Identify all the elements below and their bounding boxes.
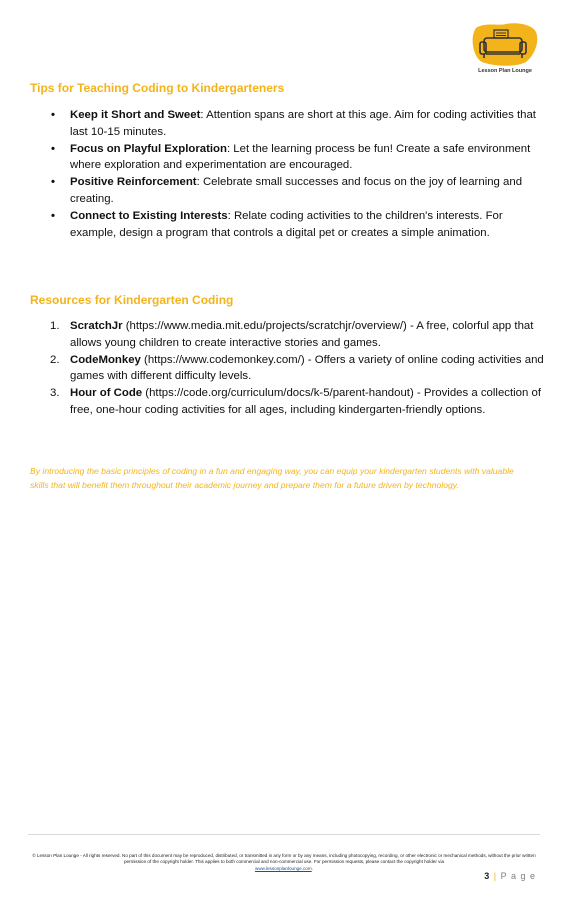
tips-list <box>50 107 545 241</box>
sofa-logo-icon <box>470 22 540 68</box>
bullet-icon: • <box>51 142 55 155</box>
page-label: P a g e <box>500 871 536 881</box>
item-number: 2. <box>50 353 60 366</box>
bullet-icon: • <box>51 109 55 121</box>
page-number-value: 3 <box>484 871 491 881</box>
tip-text: : Celebrate small successes and focus on the joy of learning and creating. <box>70 176 523 205</box>
website-link[interactable]: www.lessonplanlounge.com <box>255 865 312 871</box>
tip-title: Connect to Existing Interests <box>70 209 228 222</box>
resource-text: (https://code.org/curriculum/docs/k-5/parent-handout) - Provides a collection of free, one-hour coding activities for all ages, including kindergarten-friendly options. <box>70 387 542 416</box>
logo-text: Lesson Plan Lounge <box>478 68 532 74</box>
list-item <box>50 107 545 141</box>
bullet-icon: • <box>51 176 55 189</box>
tip-title: Positive Reinforcement <box>70 176 197 189</box>
tip-title: Keep it Short and Sweet <box>70 109 201 121</box>
item-number: 3. <box>50 387 60 400</box>
list-item <box>50 174 545 208</box>
resource-text: (https://www.codemonkey.com/) - Offers a variety of online coding activities and games with different difficulty levels. <box>70 353 544 383</box>
page-number <box>484 871 536 881</box>
item-number: 1. <box>50 320 60 332</box>
list-item <box>50 208 545 242</box>
footer-divider <box>28 834 540 835</box>
tip-text: : Relate coding activities to the children's interests. For example, design a program that controls a digital pet or creates a simple animation. <box>70 209 503 239</box>
list-item <box>50 352 545 386</box>
resources-heading: Resources for Kindergarten Coding <box>30 293 234 307</box>
list-item <box>50 385 545 419</box>
resources-list <box>50 318 545 419</box>
copyright-text: © Lesson Plan Lounge - All rights reserved. No part of this document may be reproduced, distributed, or transmitted in any form or by any means, including photocopying, recording, or other electronic or mechanical methods, without the prior written permission of the copyright holder. This applies to both commercial and non-commercial use. For permission requests, please contact the copyright holder via <box>32 853 536 865</box>
tip-text: : Let the learning process be fun! Create a safe environment where exploration and experimentation are encouraged. <box>70 142 531 172</box>
tip-text: : Attention spans are short at this age. Aim for coding activities that last 10-15 minutes. <box>70 109 536 138</box>
list-item <box>50 141 545 175</box>
page-separator: | <box>490 871 501 881</box>
resource-title: Hour of Code <box>70 387 143 400</box>
bullet-icon: • <box>51 209 55 222</box>
resource-text: (https://www.media.mit.edu/projects/scratchjr/overview/) - A free, colorful app that allows young children to create interactive stories and games. <box>70 320 534 349</box>
list-item <box>50 318 545 352</box>
closing-paragraph: By introducing the basic principles of coding in a fun and engaging way, you can equip your kindergarten students with valuable skills that will benefit them throughout their academic journey and prepare them for a future driven by technology. <box>30 466 514 491</box>
tip-title: Focus on Playful Exploration <box>70 142 227 155</box>
logo <box>470 22 540 78</box>
resource-title: ScratchJr <box>70 320 123 332</box>
link-suffix: . <box>311 865 313 871</box>
resource-title: CodeMonkey <box>70 353 141 366</box>
footer-copyright <box>30 853 538 872</box>
tips-heading: Tips for Teaching Coding to Kindergarteners <box>30 81 285 95</box>
